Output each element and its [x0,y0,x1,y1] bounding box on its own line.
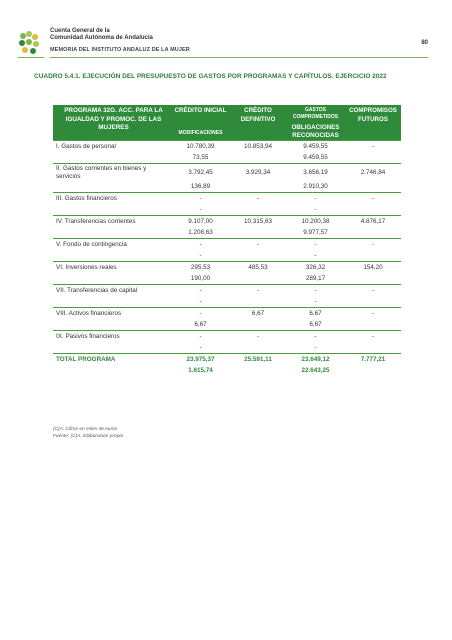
cell-empty [345,296,401,308]
cell-obligaciones-reconocidas: 2.910,30 [303,183,328,190]
cell-compromisos-futuros: 7.777,21 [345,354,401,366]
cell-empty [230,250,286,262]
header-gastos-comprometidos: GASTOS COMPROMETIDOS OBLIGACIONES RECONOCIDAS [286,105,345,141]
total-row-main [53,354,401,366]
row-label-empty [53,250,171,262]
cell-credito-definitivo: - [230,239,286,251]
cell-empty [230,204,286,216]
page-number: 80 [421,40,428,46]
cell-credito-inicial: - [171,308,230,320]
cuadro-title: CUADRO 5.4.1. EJECUCIÓN DEL PRESUPUESTO DE GASTOS POR PROGRAMAS Y CAPÍTULOS. EJERCICIO 2022 [34,73,387,80]
cell-credito-definitivo: - [230,331,286,343]
row-label-empty [53,204,171,216]
cell-credito-inicial: 295,53 [171,262,230,274]
table-row-main [53,262,401,274]
table-row-sub [53,342,401,354]
row-label-empty [53,227,171,239]
cell-modificaciones: - [199,298,202,305]
cell-obligaciones-reconocidas: - [314,298,317,305]
cell-empty [345,319,401,331]
org-name-line1: Cuenta General de la [50,28,110,34]
cell-modificaciones: 136,89 [190,183,211,190]
row-label-empty [53,296,171,308]
cell-credito-inicial: - [171,193,230,205]
table-row-main [53,164,401,182]
row-label: VIII. Activos financieros [53,308,171,320]
cell-gastos-comprometidos: - [286,285,345,297]
cell-empty [230,227,286,239]
cell-empty [345,181,401,193]
cell-credito-definitivo: - [230,193,286,205]
cell-empty [230,365,286,376]
cell-gastos-comprometidos: 326,32 [286,262,345,274]
cell-gastos-comprometidos: - [286,331,345,343]
table-row-sub [53,319,401,331]
header-obligaciones: OBLIGACIONES RECONOCIDAS [291,124,340,139]
cell-empty [230,319,286,331]
cell-modificaciones: 73,55 [192,154,209,161]
budget-table [53,105,401,376]
cell-gastos-comprometidos: - [286,239,345,251]
cell-gastos-comprometidos: 10.200,38 [286,216,345,228]
cell-credito-definitivo: 485,53 [230,262,286,274]
cell-credito-definitivo: 25.591,11 [230,354,286,366]
cell-empty [345,204,401,216]
row-label: II. Gastos corrientes en bienes y servicios [53,164,171,182]
cell-empty [345,342,401,354]
memoria-title: MEMORIA DEL INSTITUTO ANDALUZ DE LA MUJER [50,47,190,53]
cell-empty [230,342,286,354]
header-credito-inicial: CRÉDITO INICIAL MODIFICACIONES [171,105,230,141]
table-header-row [53,105,401,141]
cell-credito-inicial: - [171,285,230,297]
cell-credito-inicial: 10.780,39 [171,141,230,153]
header-credito-definitivo: CRÉDITO DEFINITIVO [230,105,286,141]
table-row-sub [53,296,401,308]
table-row-main [53,308,401,320]
cell-obligaciones-reconocidas: 6,67 [309,321,322,328]
cell-credito-inicial: 9.107,00 [171,216,230,228]
cell-obligaciones-reconocidas: - [314,206,317,213]
cell-credito-definitivo: - [230,285,286,297]
row-label: V. Fondo de contingencia [53,239,171,251]
org-name-line2: Comunidad Autónoma de Andalucía [50,35,153,41]
cell-credito-inicial: 3.792,45 [171,164,230,182]
cell-modificaciones: 6,67 [194,321,207,328]
cell-compromisos-futuros: - [345,141,401,153]
cell-gastos-comprometidos: 6,67 [286,308,345,320]
cell-empty [230,296,286,308]
table-row-main [53,216,401,228]
footnote-units: (C)A: Cifras en miles de euros [53,427,118,432]
row-label: IV. Transferencias corrientes [53,216,171,228]
cell-modificaciones: 1.615,74 [188,367,213,374]
cell-obligaciones-reconocidas: 22.643,25 [301,367,330,374]
table-row-sub [53,152,401,164]
cell-modificaciones: 1.208,63 [188,229,213,236]
table-row-main [53,239,401,251]
cell-obligaciones-reconocidas: 289,17 [305,275,326,282]
header-programa: PROGRAMA 32G. ACC. PARA LA IGUALDAD Y PROMOC. DE LAS MUJERES [53,105,171,141]
cell-compromisos-futuros: 4.876,17 [345,216,401,228]
table-row-sub [53,227,401,239]
cell-empty [230,152,286,164]
row-label-empty [53,152,171,164]
cell-obligaciones-reconocidas: 9.459,55 [303,154,328,161]
table-row-sub [53,181,401,193]
row-label: IX. Pasivos financieros [53,331,171,343]
cell-credito-inicial: - [171,239,230,251]
cell-obligaciones-reconocidas: - [314,252,317,259]
row-label-empty [53,365,171,376]
cell-modificaciones: - [199,206,202,213]
row-label: I. Gastos de personal [53,141,171,153]
row-label: VI. Inversiones reales [53,262,171,274]
header-compromisos-futuros: COMPROMISOS FUTUROS [345,105,401,141]
cell-empty [345,365,401,376]
cell-empty [230,181,286,193]
total-row-sub [53,365,401,376]
cell-empty [230,273,286,285]
header-rule [50,57,428,58]
table-row-sub [53,204,401,216]
cell-empty [345,250,401,262]
cell-gastos-comprometidos: 23.649,12 [286,354,345,366]
row-label-empty [53,342,171,354]
cell-credito-definitivo: 3.929,34 [230,164,286,182]
cell-compromisos-futuros: 154,20 [345,262,401,274]
cell-compromisos-futuros: - [345,331,401,343]
cell-empty [345,227,401,239]
table-row-main [53,141,401,153]
cell-modificaciones: 190,00 [190,275,211,282]
row-label: TOTAL PROGRAMA [53,354,171,366]
header-modificaciones: MODIFICACIONES [178,130,223,136]
cell-modificaciones: - [199,344,202,351]
cell-credito-definitivo: 10.315,63 [230,216,286,228]
row-label-empty [53,319,171,331]
table-row-main [53,285,401,297]
cell-compromisos-futuros: - [345,308,401,320]
table-row-sub [53,273,401,285]
cell-modificaciones: - [199,252,202,259]
table-row-sub [53,250,401,262]
cell-credito-definitivo: 6,67 [230,308,286,320]
row-label-empty [53,273,171,285]
header-rule-short [18,57,44,58]
table-row-main [53,331,401,343]
cell-gastos-comprometidos: - [286,193,345,205]
cell-obligaciones-reconocidas: 9.977,57 [303,229,328,236]
row-label: III. Gastos financieros [53,193,171,205]
row-label: VII. Transferencias de capital [53,285,171,297]
cell-empty [345,273,401,285]
row-label-empty [53,181,171,193]
cell-credito-inicial: 23.975,37 [171,354,230,366]
table-row-main [53,193,401,205]
cell-empty [345,152,401,164]
cell-compromisos-futuros: - [345,239,401,251]
cell-credito-inicial: - [171,331,230,343]
footnote-source: Fuente: (C)A. Elaboración propia [53,434,124,439]
cell-compromisos-futuros: 2.746,84 [345,164,401,182]
cell-gastos-comprometidos: 9.459,55 [286,141,345,153]
cell-obligaciones-reconocidas: - [314,344,317,351]
cell-compromisos-futuros: - [345,193,401,205]
cell-gastos-comprometidos: 3.656,19 [286,164,345,182]
junta-andalucia-logo [18,30,40,56]
cell-credito-definitivo: 10.853,94 [230,141,286,153]
cell-compromisos-futuros: - [345,285,401,297]
